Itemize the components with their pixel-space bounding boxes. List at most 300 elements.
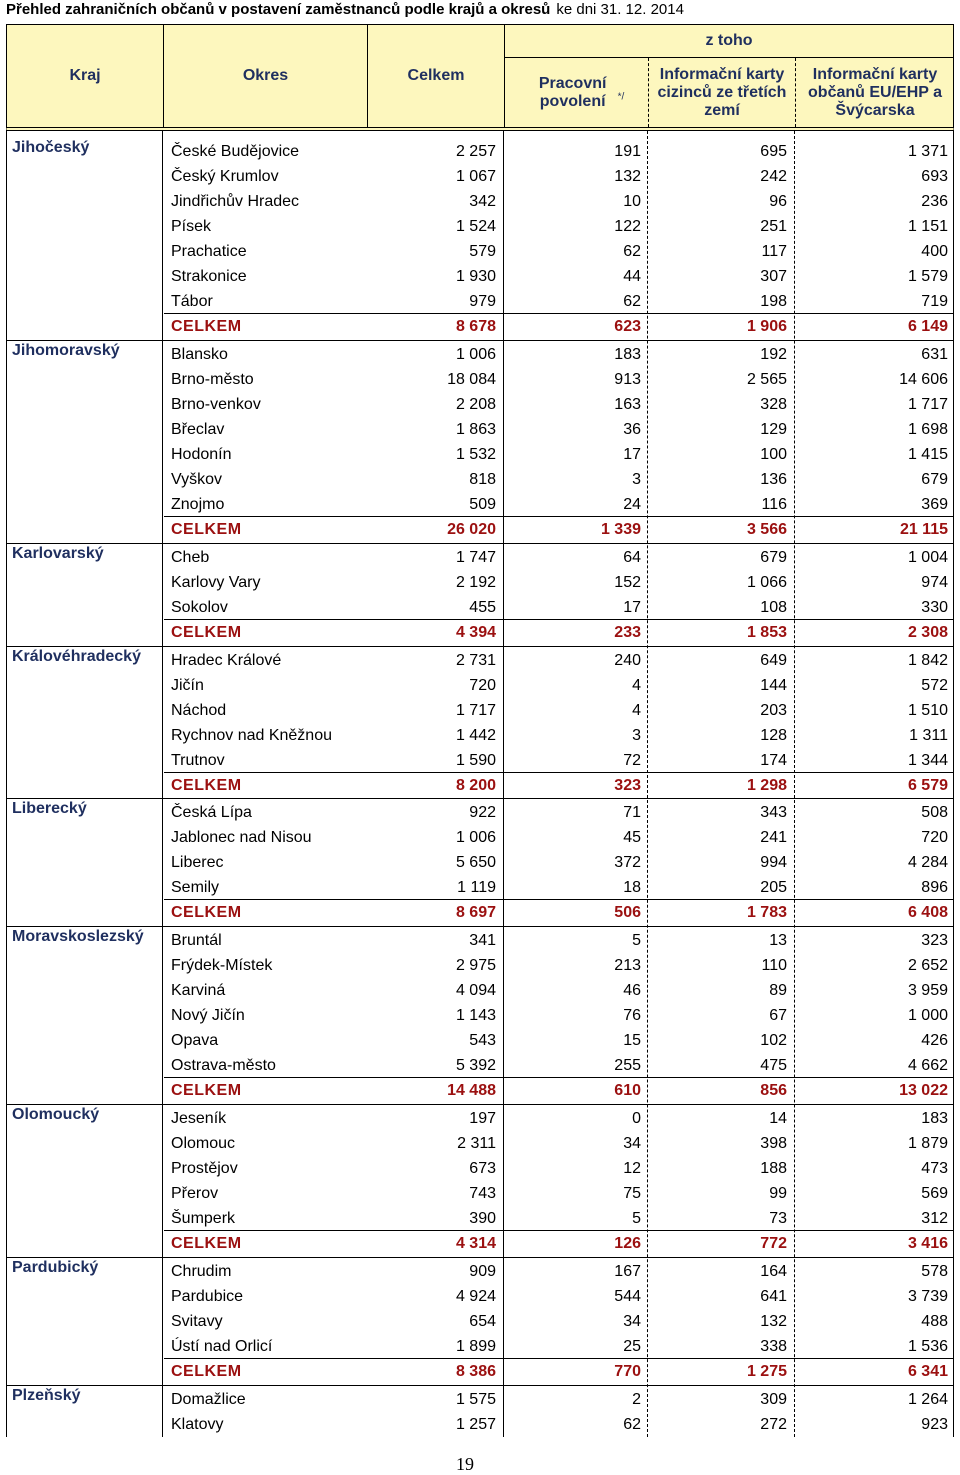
kraj-label: Jihočeský (12, 139, 90, 156)
cell-karty-eu: 400 (921, 242, 948, 260)
cell-karty-eu: 473 (921, 1160, 948, 1178)
cell-pracovni-povoleni: 75 (623, 1185, 641, 1203)
cell-celkem: 4 924 (455, 1288, 496, 1306)
cell-karty-eu: 4 284 (907, 854, 948, 872)
cell-karty-tretich-zemi: 73 (769, 1210, 787, 1228)
kraj-label: Královéhradecký (12, 647, 141, 665)
cell-pracovni-povoleni: 152 (614, 573, 641, 591)
cell-pracovni-povoleni: 45 (623, 829, 641, 847)
total-label: CELKEM (171, 904, 242, 922)
cell-karty-eu: 578 (921, 1263, 948, 1281)
cell-pracovni-povoleni: 167 (614, 1263, 641, 1281)
table-row (6, 850, 954, 875)
cell-karty-tretich-zemi: 110 (761, 957, 787, 975)
cell-karty-eu: 3 739 (907, 1288, 948, 1306)
total-cell-celkem: 14 488 (447, 1082, 496, 1100)
cell-pracovni-povoleni: 3 (632, 726, 641, 744)
total-label: CELKEM (171, 776, 242, 794)
cell-celkem: 1 143 (455, 1007, 496, 1025)
total-cell-celkem: 8 386 (455, 1363, 496, 1381)
cell-karty-eu: 1 415 (907, 445, 948, 463)
cell-celkem: 509 (469, 495, 496, 513)
table-row (6, 698, 954, 723)
cell-okres: Česká Lípa (171, 804, 252, 822)
cell-karty-eu: 330 (921, 598, 948, 616)
cell-pracovni-povoleni: 34 (623, 1135, 641, 1153)
cell-karty-eu: 572 (921, 676, 948, 694)
cell-karty-eu: 1 879 (907, 1135, 948, 1153)
cell-pracovni-povoleni: 25 (623, 1338, 641, 1356)
cell-okres: Hodonín (171, 445, 232, 463)
cell-celkem: 654 (469, 1313, 496, 1331)
table-row (6, 748, 954, 773)
total-cell-pracovni-povoleni: 1 339 (600, 520, 641, 538)
header-karty-eu: Informační karty občanů EU/EHP a Švýcarska (808, 65, 942, 119)
cell-karty-tretich-zemi: 129 (760, 420, 787, 438)
total-cell-karty-eu: 6 149 (907, 317, 948, 335)
cell-celkem: 455 (469, 598, 496, 616)
cell-karty-eu: 14 606 (899, 370, 948, 388)
cell-celkem: 18 084 (447, 370, 496, 388)
total-row (6, 1078, 954, 1103)
cell-okres: Klatovy (171, 1416, 224, 1433)
cell-pracovni-povoleni: 34 (623, 1313, 641, 1331)
total-label: CELKEM (171, 520, 242, 538)
cell-pracovni-povoleni: 3 (632, 470, 641, 488)
cell-karty-eu: 679 (921, 470, 948, 488)
cell-celkem: 1 930 (455, 267, 496, 285)
page-number: 19 (456, 1454, 474, 1474)
cell-okres: Vyškov (171, 470, 222, 488)
cell-pracovni-povoleni: 17 (623, 598, 641, 616)
cell-okres: Český Krumlov (171, 167, 279, 185)
cell-celkem: 1 575 (455, 1391, 496, 1409)
total-cell-karty-eu: 2 308 (907, 623, 948, 641)
total-label: CELKEM (171, 1082, 242, 1100)
cell-karty-tretich-zemi: 307 (760, 267, 787, 285)
cell-karty-eu: 693 (921, 167, 948, 185)
total-row (6, 314, 954, 339)
cell-karty-tretich-zemi: 338 (760, 1338, 787, 1356)
cell-karty-tretich-zemi: 100 (760, 445, 787, 463)
total-cell-karty-tretich-zemi: 3 566 (746, 520, 787, 538)
table-row (6, 1206, 954, 1231)
cell-okres: Domažlice (171, 1391, 246, 1409)
total-row (6, 517, 954, 542)
table-row (6, 1003, 954, 1028)
cell-karty-tretich-zemi: 241 (760, 829, 787, 847)
total-cell-pracovni-povoleni: 770 (614, 1363, 641, 1381)
cell-pracovni-povoleni: 255 (614, 1057, 641, 1075)
cell-celkem: 743 (469, 1185, 496, 1203)
cell-karty-eu: 631 (921, 345, 948, 363)
cell-karty-tretich-zemi: 89 (769, 982, 787, 1000)
cell-okres: Rychnov nad Kněžnou (171, 726, 332, 744)
cell-karty-eu: 569 (921, 1185, 948, 1203)
cell-pracovni-povoleni: 24 (623, 495, 641, 513)
cell-pracovni-povoleni: 76 (623, 1007, 641, 1025)
cell-celkem: 1 119 (457, 879, 496, 897)
table-row (6, 1028, 954, 1053)
header-karty-tretich-zemi: Informační karty cizinců ze třetích zemí (657, 65, 787, 119)
header-kraj: Kraj (69, 67, 101, 84)
cell-karty-eu: 1 371 (907, 143, 948, 160)
cell-karty-tretich-zemi: 102 (760, 1032, 787, 1050)
table-row (6, 1181, 954, 1206)
table-row (6, 673, 954, 698)
table-row (6, 392, 954, 417)
total-label: CELKEM (171, 1235, 242, 1253)
cell-karty-eu: 4 662 (907, 1057, 948, 1075)
cell-okres: Cheb (171, 548, 210, 566)
cell-celkem: 5 392 (455, 1057, 496, 1075)
cell-celkem: 922 (469, 804, 496, 822)
table-row (6, 570, 954, 595)
header-pracovni-sup: */ (617, 91, 625, 103)
total-row (6, 620, 954, 645)
cell-karty-eu: 1 151 (907, 217, 948, 235)
cell-celkem: 1 532 (455, 445, 496, 463)
total-cell-karty-tretich-zemi: 856 (760, 1082, 787, 1100)
table-row (6, 417, 954, 442)
cell-karty-tretich-zemi: 108 (760, 598, 787, 616)
total-cell-karty-eu: 3 416 (907, 1235, 948, 1253)
cell-karty-tretich-zemi: 242 (760, 167, 787, 185)
cell-okres: Karviná (171, 982, 226, 1000)
cell-celkem: 1 590 (455, 751, 496, 769)
cell-okres: Sokolov (171, 598, 228, 616)
cell-karty-eu: 508 (921, 804, 948, 822)
cell-okres: Písek (171, 217, 212, 235)
cell-okres: Ústí nad Orlicí (171, 1338, 273, 1356)
table-row (6, 467, 954, 492)
table-row (6, 1156, 954, 1181)
cell-karty-tretich-zemi: 649 (760, 651, 787, 669)
total-label: CELKEM (171, 623, 242, 641)
cell-pracovni-povoleni: 183 (614, 345, 641, 363)
table-row (6, 875, 954, 900)
total-label: CELKEM (171, 1363, 242, 1381)
cell-celkem: 1 863 (455, 420, 496, 438)
cell-okres: Trutnov (171, 751, 225, 769)
cell-karty-tretich-zemi: 2 565 (746, 370, 787, 388)
table-row (6, 214, 954, 239)
cell-celkem: 5 650 (455, 854, 496, 872)
cell-okres: Jablonec nad Nisou (171, 829, 312, 847)
cell-pracovni-povoleni: 913 (614, 370, 641, 388)
table-row (6, 800, 954, 825)
table-row (6, 545, 954, 570)
cell-karty-eu: 488 (921, 1313, 948, 1331)
cell-karty-eu: 923 (921, 1416, 948, 1433)
table-row (6, 1106, 954, 1131)
cell-karty-eu: 183 (921, 1110, 948, 1128)
total-cell-karty-eu: 13 022 (899, 1082, 948, 1100)
cell-karty-tretich-zemi: 641 (760, 1288, 787, 1306)
cell-pracovni-povoleni: 240 (614, 651, 641, 669)
cell-pracovni-povoleni: 18 (623, 879, 641, 897)
cell-pracovni-povoleni: 62 (623, 1416, 641, 1433)
cell-okres: Bruntál (171, 932, 222, 950)
cell-celkem: 2 257 (455, 143, 496, 160)
total-cell-celkem: 8 697 (455, 904, 496, 922)
cell-okres: Opava (171, 1032, 219, 1050)
total-cell-pracovni-povoleni: 623 (614, 317, 641, 335)
total-cell-karty-tretich-zemi: 1 906 (746, 317, 787, 335)
total-cell-karty-tretich-zemi: 1 853 (746, 623, 787, 641)
kraj-label: Pardubický (12, 1259, 99, 1277)
cell-celkem: 390 (469, 1210, 496, 1228)
total-cell-karty-tretich-zemi: 1 783 (746, 904, 787, 922)
cell-karty-eu: 1 842 (907, 651, 948, 669)
cell-okres: Ostrava-město (171, 1057, 276, 1075)
table-row (6, 648, 954, 673)
table-header (6, 24, 954, 131)
cell-celkem: 2 192 (455, 573, 496, 591)
cell-okres: Náchod (171, 701, 227, 719)
table-row (6, 1053, 954, 1078)
cell-pracovni-povoleni: 372 (614, 854, 641, 872)
cell-celkem: 2 208 (455, 395, 496, 413)
cell-celkem: 1 899 (455, 1338, 496, 1356)
cell-karty-eu: 1 717 (907, 395, 948, 413)
cell-pracovni-povoleni: 5 (632, 1210, 641, 1228)
total-cell-celkem: 26 020 (447, 520, 496, 538)
table-row (6, 289, 954, 314)
cell-celkem: 1 717 (455, 701, 496, 719)
cell-okres: Svitavy (171, 1313, 223, 1331)
total-cell-karty-eu: 6 408 (907, 904, 948, 922)
total-cell-karty-eu: 6 579 (907, 776, 948, 794)
cell-karty-tretich-zemi: 67 (769, 1007, 787, 1025)
cell-karty-tretich-zemi: 116 (761, 495, 787, 513)
cell-karty-tretich-zemi: 198 (760, 292, 787, 310)
table-row (6, 1259, 954, 1284)
total-cell-pracovni-povoleni: 233 (614, 623, 641, 641)
cell-okres: Přerov (171, 1185, 219, 1203)
cell-karty-tretich-zemi: 695 (760, 143, 787, 160)
table-row (6, 1334, 954, 1359)
kraj-label: Jihomoravský (12, 341, 120, 359)
cell-karty-eu: 1 536 (907, 1338, 948, 1356)
cell-celkem: 1 006 (455, 345, 496, 363)
cell-celkem: 4 094 (455, 982, 496, 1000)
kraj-label: Liberecký (12, 800, 87, 818)
cell-pracovni-povoleni: 2 (632, 1391, 641, 1409)
total-cell-pracovni-povoleni: 126 (614, 1235, 641, 1253)
total-row (6, 900, 954, 925)
cell-okres: Olomouc (171, 1135, 236, 1153)
cell-okres: Prostějov (171, 1160, 238, 1178)
table-row (6, 492, 954, 517)
cell-pracovni-povoleni: 132 (614, 167, 641, 185)
table-row (6, 595, 954, 620)
cell-karty-tretich-zemi: 128 (760, 726, 787, 744)
cell-karty-tretich-zemi: 99 (769, 1185, 787, 1203)
table-row (6, 442, 954, 467)
cell-karty-eu: 426 (921, 1032, 948, 1050)
table-row (6, 978, 954, 1003)
cell-celkem: 2 311 (457, 1135, 496, 1153)
title-date: ke dni 31. 12. 2014 (556, 1, 684, 18)
cell-karty-tretich-zemi: 192 (760, 345, 787, 363)
cell-pracovni-povoleni: 4 (632, 701, 641, 719)
cell-okres: Šumperk (171, 1210, 236, 1228)
table-row (6, 723, 954, 748)
cell-okres: Liberec (171, 854, 224, 872)
cell-pracovni-povoleni: 64 (623, 548, 641, 566)
cell-karty-eu: 369 (921, 495, 948, 513)
cell-karty-tretich-zemi: 188 (760, 1160, 787, 1178)
table-row (6, 825, 954, 850)
cell-celkem: 1 006 (455, 829, 496, 847)
cell-okres: Pardubice (171, 1288, 244, 1306)
cell-karty-eu: 323 (921, 932, 948, 950)
table-row (6, 1387, 954, 1412)
total-cell-celkem: 4 394 (455, 623, 496, 641)
page-title (6, 1, 684, 18)
kraj-label: Olomoucký (12, 1106, 100, 1124)
cell-celkem: 1 524 (455, 217, 496, 235)
cell-okres: Jičín (171, 676, 204, 694)
total-cell-karty-eu: 21 115 (899, 520, 948, 538)
cell-pracovni-povoleni: 12 (623, 1160, 641, 1178)
cell-karty-tretich-zemi: 251 (760, 217, 787, 235)
cell-karty-tretich-zemi: 205 (760, 879, 787, 897)
cell-celkem: 342 (469, 192, 496, 210)
cell-celkem: 909 (469, 1263, 496, 1281)
total-cell-pracovni-povoleni: 506 (614, 904, 641, 922)
total-cell-karty-tretich-zemi: 1 298 (746, 776, 787, 794)
total-cell-karty-tretich-zemi: 1 275 (746, 1363, 787, 1381)
table-row (6, 189, 954, 214)
cell-celkem: 1 257 (455, 1416, 496, 1433)
cell-karty-tretich-zemi: 679 (760, 548, 787, 566)
cell-karty-tretich-zemi: 475 (760, 1057, 787, 1075)
cell-celkem: 2 975 (455, 957, 496, 975)
cell-karty-tretich-zemi: 309 (760, 1391, 787, 1409)
cell-pracovni-povoleni: 5 (632, 932, 641, 950)
total-row (6, 1359, 954, 1384)
cell-pracovni-povoleni: 46 (623, 982, 641, 1000)
total-cell-pracovni-povoleni: 323 (614, 776, 641, 794)
cell-karty-eu: 896 (921, 879, 948, 897)
cell-okres: Prachatice (171, 242, 247, 260)
table-row (6, 1309, 954, 1334)
cell-okres: Blansko (171, 345, 228, 363)
cell-celkem: 818 (469, 470, 496, 488)
cell-okres: Znojmo (171, 495, 225, 513)
cell-karty-tretich-zemi: 13 (769, 932, 787, 950)
cell-karty-tretich-zemi: 117 (761, 242, 787, 260)
cell-okres: Brno-venkov (171, 395, 261, 413)
total-cell-celkem: 8 678 (455, 317, 496, 335)
table-row (6, 953, 954, 978)
cell-celkem: 720 (469, 676, 496, 694)
cell-celkem: 1 747 (455, 548, 496, 566)
total-cell-pracovni-povoleni: 610 (614, 1082, 641, 1100)
cell-karty-eu: 720 (921, 829, 948, 847)
cell-pracovni-povoleni: 122 (614, 217, 641, 235)
table-row (6, 342, 954, 367)
table-row (6, 139, 954, 164)
table-row (6, 1284, 954, 1309)
cell-karty-eu: 1 344 (907, 751, 948, 769)
cell-okres: Tábor (171, 292, 213, 310)
cell-okres: Karlovy Vary (171, 573, 261, 591)
cell-okres: Chrudim (171, 1263, 232, 1281)
cell-karty-tretich-zemi: 994 (760, 854, 787, 872)
cell-karty-eu: 1 004 (907, 548, 948, 566)
header-pracovni-label: Pracovní povolení (538, 74, 607, 110)
cell-pracovni-povoleni: 62 (623, 242, 641, 260)
cell-karty-eu: 1 510 (907, 701, 948, 719)
total-label: CELKEM (171, 317, 242, 335)
cell-karty-eu: 236 (921, 192, 948, 210)
cell-pracovni-povoleni: 72 (623, 751, 641, 769)
table-row (6, 164, 954, 189)
kraj-label: Karlovarský (12, 544, 104, 562)
cell-karty-eu: 974 (921, 573, 948, 591)
total-cell-karty-eu: 6 341 (907, 1363, 948, 1381)
cell-celkem: 2 731 (455, 651, 496, 669)
table-row (6, 239, 954, 264)
cell-karty-eu: 1 000 (907, 1007, 948, 1025)
cell-karty-tretich-zemi: 398 (760, 1135, 787, 1153)
cell-okres: Frýdek-Místek (171, 957, 273, 975)
kraj-label: Moravskoslezský (12, 928, 144, 946)
cell-pracovni-povoleni: 213 (614, 957, 641, 975)
cell-karty-tretich-zemi: 1 066 (746, 573, 787, 591)
cell-celkem: 979 (469, 292, 496, 310)
cell-karty-tretich-zemi: 136 (760, 470, 787, 488)
cell-okres: Strakonice (171, 267, 247, 285)
title-main: Přehled zahraničních občanů v postavení zaměstnanců podle krajů a okresů (6, 1, 551, 18)
cell-pracovni-povoleni: 0 (632, 1110, 641, 1128)
cell-pracovni-povoleni: 44 (623, 267, 641, 285)
cell-okres: Semily (171, 879, 220, 897)
cell-karty-eu: 1 311 (909, 726, 948, 744)
cell-pracovni-povoleni: 4 (632, 676, 641, 694)
cell-okres: Břeclav (171, 420, 225, 438)
cell-pracovni-povoleni: 71 (623, 804, 641, 822)
cell-okres: Jeseník (171, 1110, 227, 1128)
cell-karty-tretich-zemi: 174 (760, 751, 787, 769)
total-cell-celkem: 4 314 (455, 1235, 496, 1253)
header-celkem: Celkem (407, 67, 465, 84)
cell-karty-eu: 312 (921, 1210, 948, 1228)
kraj-label: Plzeňský (12, 1387, 81, 1405)
cell-pracovni-povoleni: 10 (623, 192, 641, 210)
cell-celkem: 579 (469, 242, 496, 260)
cell-karty-tretich-zemi: 272 (760, 1416, 787, 1433)
cell-celkem: 341 (469, 932, 496, 950)
table-row (6, 928, 954, 953)
cell-karty-tretich-zemi: 14 (769, 1110, 787, 1128)
cell-karty-eu: 2 652 (907, 957, 948, 975)
table-row (6, 1412, 954, 1437)
cell-celkem: 673 (469, 1160, 496, 1178)
table-row (6, 264, 954, 289)
total-cell-celkem: 8 200 (455, 776, 496, 794)
table-row (6, 1131, 954, 1156)
cell-pracovni-povoleni: 191 (614, 143, 641, 160)
cell-karty-tretich-zemi: 328 (760, 395, 787, 413)
cell-pracovni-povoleni: 17 (623, 445, 641, 463)
cell-karty-tretich-zemi: 96 (769, 192, 787, 210)
total-row (6, 773, 954, 798)
cell-okres: Brno-město (171, 370, 254, 388)
